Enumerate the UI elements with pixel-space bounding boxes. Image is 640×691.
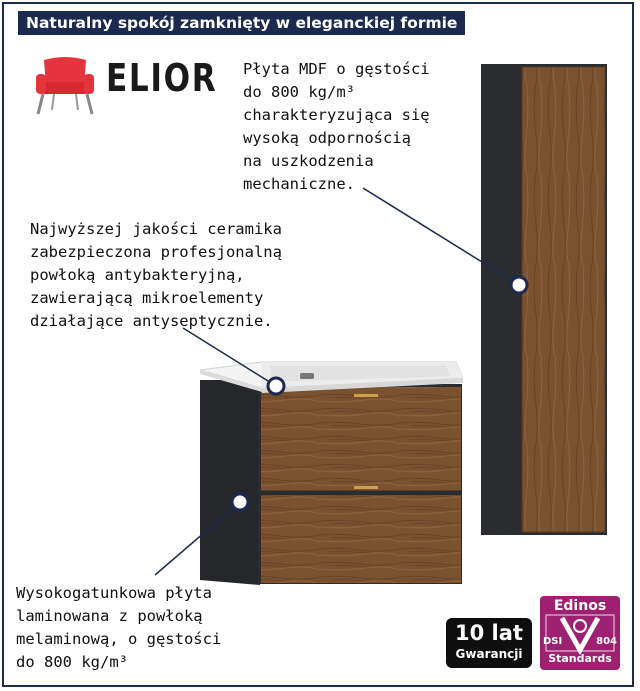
edinos-standards: Standards [548,652,612,665]
marker-dot-icon [511,277,527,293]
edinos-badge [540,596,620,670]
annotation-ceramic: Najwyższej jakości ceramika zabezpieczona profesjonalną powłoką antybakteryjną, zawierającą mikroelementy działające antyseptycznie. [30,220,282,330]
edinos-dsi: DSI [543,636,563,647]
sink-drain [300,373,314,379]
vanity-cabinet [200,380,462,585]
marker-dot-icon [268,378,284,394]
drawer-handle-top [354,394,378,397]
tall-cabinet [481,64,607,535]
annotation-laminate: Wysokogatunkowa płyta laminowana z powłoką melaminową, o gęstości do 800 kg/m³ [16,584,222,671]
edinos-number: 804 [596,636,617,647]
page-title: Naturalny spokój zamknięty w eleganckiej formie [18,11,465,35]
drawer-handle-bottom [354,486,378,489]
brand-name: ELIOR [106,56,218,100]
warranty-badge [446,618,532,668]
annotation-mdf: Płyta MDF o gęstości do 800 kg/m³ charakteryzująca się wysoką odpornością na uszkodzenia mechaniczne. [243,60,430,193]
edinos-name: Edinos [553,598,607,614]
warranty-label: Gwarancji [455,647,523,661]
marker-dot-icon [232,494,248,510]
warranty-years: 10 lat [455,621,523,645]
